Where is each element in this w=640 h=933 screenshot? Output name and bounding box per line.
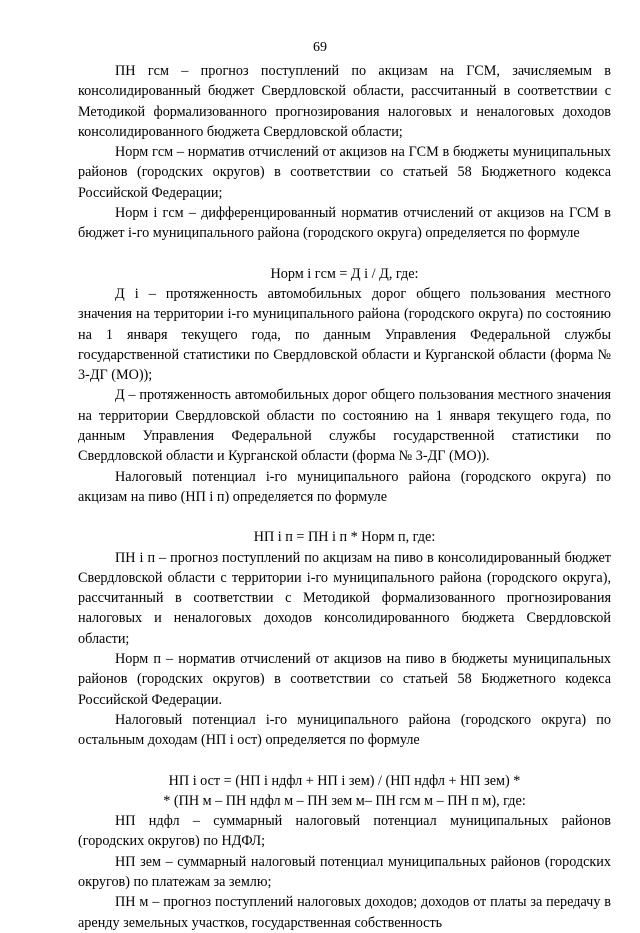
paragraph-pn-m: ПН м – прогноз поступлений налоговых доходов; доходов от платы за передачу в аренду земельных участков, государственная собственность [78,894,611,931]
paragraph-np-other-intro: Налоговый потенциал i-го муниципального района (городского округа) по остальным доходам (НП i ост) определяется по формуле [78,711,611,749]
paragraph-d: Д – протяженность автомобильных дорог общего пользования местного значения на территории Свердловской области по состоянию на 1 января текущего года, по данным Управления Федеральной службы государственной статистики по Свердловской области и Курганской области (форма № 3-ДГ (МО)). [78,387,611,465]
paragraph-norm-gsm: Норм гсм – норматив отчислений от акцизов на ГСМ в бюджеты муниципальных районов (городских округов) в соответствии со статьей 58 Бюджетного кодекса Российской Федерации; [78,144,611,201]
formula-np-i-ost-line2: * (ПН м – ПН ндфл м – ПН зем м– ПН гсм м – ПН п м), где: [163,792,526,809]
formula-norm-i-gsm: Норм i гсм = Д i / Д, где: [270,265,419,282]
paragraph-norm-p: Норм п – норматив отчислений от акцизов на пиво в бюджеты муниципальных районов (городских округов) в соответствии со статьей 58 Бюджетного кодекса Российской Федерации. [78,651,611,708]
paragraph-d-i: Д i – протяженность автомобильных дорог общего пользования местного значения на территории i-го муниципального района (городского округа) по состоянию на 1 января текущего года, по данным Управления Федеральной службы государственной статистики по Свердловской области и Курганской области (форма № 3-ДГ (МО)); [78,285,611,384]
paragraph-np-ndfl: НП ндфл – суммарный налоговый потенциал муниципальных районов (городских округов) по НДФЛ; [78,813,611,850]
formula-np-i-ost-line1: НП i ост = (НП i ндфл + НП i зем) / (НП ндфл + НП зем) * [168,772,521,789]
paragraph-pn-i-p: ПН i п – прогноз поступлений по акцизам на пиво в консолидированный бюджет Свердловской области с территории i-го муниципального района (городского округа), рассчитанный в соответствии с Методикой формализованного прогнозирования налоговых и неналоговых доходов консолидированного бюджета Свердловской области; [78,549,611,647]
page-number: 69 [313,40,327,55]
document-body [78,61,611,933]
paragraph-pn-gsm: ПН гсм – прогноз поступлений по акцизам на ГСМ, зачисляемым в консолидированный бюджет Свердловской области, рассчитанный в соответствии с Методикой формализованного прогнозирования налоговых и неналоговых доходов консолидированного бюджета Свердловской области; [78,63,611,140]
paragraph-np-beer-intro: Налоговый потенциал i-го муниципального района (городского округа) по акцизам на пиво (НП i п) определяется по формуле [78,468,611,505]
paragraph-np-zem: НП зем – суммарный налоговый потенциал муниципальных районов (городских округов) по платежам за землю; [78,853,611,890]
formula-np-i-p: НП i п = ПН i п * Норм п, где: [253,529,436,546]
paragraph-norm-i-gsm: Норм i гсм – дифференцированный норматив отчислений от акцизов на ГСМ в бюджет i-го муниципального района (городского округа) определяется по формуле [78,205,611,242]
